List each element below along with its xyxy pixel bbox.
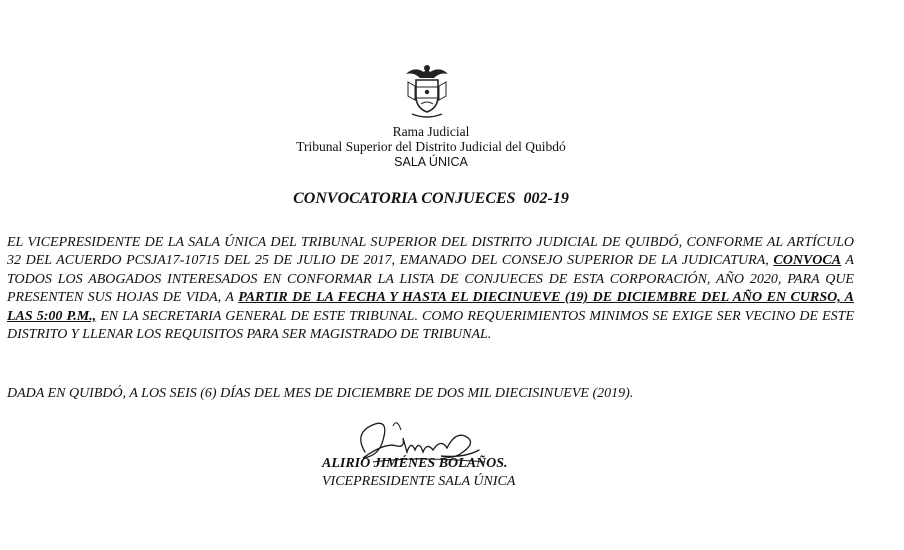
header-court: Tribunal Superior del Distrito Judicial del Quibdó (296, 139, 566, 154)
date-line: DADA EN QUIBDÓ, A LOS SEIS (6) DÍAS DEL MES DE DICIEMBRE DE DOS MIL DIECISINUEVE (2019). (7, 386, 634, 401)
body-text-2: A TODOS LOS ABOGADOS INTERESADOS EN CONFORMAR LA LISTA DE CONJUECES DE ESTA CORPORACIÓN, AÑO 2020, PARA QUE PRESENTEN SUS HOJAS DE VIDA, A (7, 253, 854, 306)
body-paragraph (7, 234, 854, 344)
signer-name: ALIRIO JIMÉNES BOLAÑOS. (322, 456, 508, 471)
document-title: CONVOCATORIA CONJUECES 002-19 (293, 190, 569, 207)
body-text-1: EL VICEPRESIDENTE DE LA SALA ÚNICA DEL TRIBUNAL SUPERIOR DEL DISTRITO JUDICIAL DE QUIBDÓ, CONFORME AL ARTÍCULO 32 DEL ACUERDO PCSJA17-10715 DEL 25 DE JULIO DE 2017, EMANADO DEL CONSEJO SUPERIOR DE LA JUDICATURA, (7, 235, 854, 269)
deadline-emphasis: PARTIR DE LA FECHA Y HASTA EL DIECINUEVE (19) DE DICIEMBRE DEL AÑO EN CURSO, A LAS 5:00 P.M., (7, 290, 855, 324)
convoca-emphasis: CONVOCA (773, 253, 842, 269)
header-chamber: SALA ÚNICA (394, 155, 468, 169)
signer-role: VICEPRESIDENTE SALA ÚNICA (322, 474, 516, 489)
body-text-3: EN LA SECRETARIA GENERAL DE ESTE TRIBUNAL. COMO REQUERIMIENTOS MINIMOS SE EXIGE SER VECINO DE ESTE DISTRITO Y LLENAR LOS REQUISITOS PARA SER MAGISTRADO DE TRIBUNAL. (7, 308, 854, 343)
header-branch: Rama Judicial (392, 124, 470, 139)
coat-of-arms-icon (402, 60, 452, 120)
